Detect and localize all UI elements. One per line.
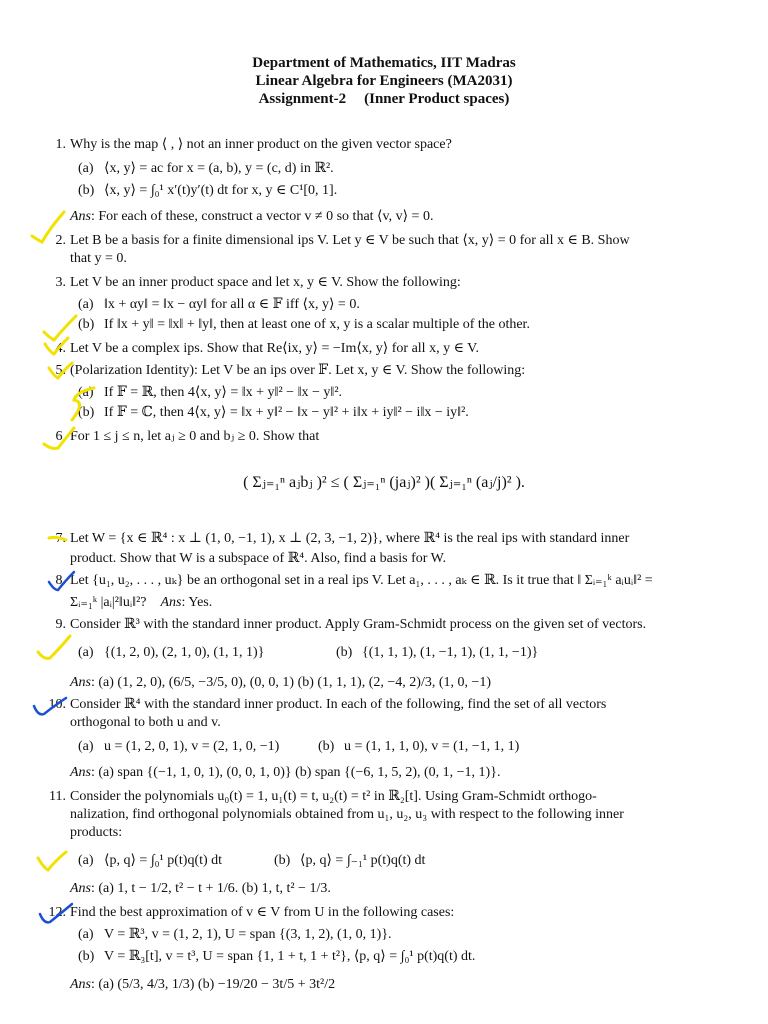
q10-part-a: (a) u = (1, 2, 0, 1), v = (2, 1, 0, −1) bbox=[78, 739, 280, 754]
q9-part-b: (b) {(1, 1, 1), (1, −1, 1), (1, 1, −1)} bbox=[336, 645, 539, 660]
yellow-check-mark-icon bbox=[42, 334, 72, 358]
assignment-page: Department of Mathematics, IIT Madras Linear Algebra for Engineers (MA2031) Assignment-2 (Inner Product spaces) 1. Why is the map ⟨ , ⟩ not an inner product on the given vector space? (a) ⟨x, y⟩ = ac for x = (a, b), y = (c, d) in ℝ². (b) ⟨x, y⟩ = ∫₀¹ x′(t)y′(t) dt for x, y ∈ C¹[0, 1]. Ans: For each of these, construct a vector v ≠ 0 so that ⟨v, v⟩ = 0. 2. Let B be a basis for a finite dimensional ips V. Let y ∈ V be such that ⟨x, y⟩ = 0 for all x ∈ B. Show that y = 0. 3. Let V be an inner product space and let x, y ∈ V. Show the following: (a) ‖x + αy‖ = ‖x − αy‖ for all α ∈ 𝔽 iff ⟨x, y⟩ = 0. (b) If ‖x + y‖ = ‖x‖ + ‖y‖, then at least one of x, y is a scalar multiple of the other. 4. Let V be a complex ips. Show that Re⟨ix, y⟩ = −Im⟨x, y⟩ for all x, y ∈ V. 5. (Polarization Identity): Let V be an ips over 𝔽. Let x, y ∈ V. Show the following: (a) If 𝔽 = ℝ, then 4⟨x, y⟩ = ‖x + y‖² − ‖x − y‖². (b) If 𝔽 = ℂ, then 4⟨x, y⟩ = ‖x + y‖² − ‖x − y‖² + i‖x + iy‖² − i‖x − iy‖². 6. For 1 ≤ j ≤ n, let aⱼ ≥ 0 and bⱼ ≥ 0. Show that ( Σⱼ₌₁ⁿ aⱼbⱼ )² ≤ ( Σⱼ₌₁ⁿ (jaⱼ)² )( Σⱼ₌₁ⁿ (aⱼ/j)² ). 7. Let W = {x ∈ ℝ⁴ : x ⊥ (1, 0, −1, 1), x ⊥ (2, 3, −1, 2)}, where ℝ⁴ is the real ips with standard inner product. Show that W is a subspace of ℝ⁴. Also, find a basis for W. 8. Let {u₁, u₂, . . . , uₖ} be an orthogonal set in a real ips V. Let a₁, . . . , aₖ ∈ ℝ. Is it true that ‖ Σᵢ₌₁ᵏ aᵢuᵢ‖² = Σᵢ₌₁ᵏ |aᵢ|²‖uᵢ‖²? Ans: Yes. 9. Consider ℝ³ with the standard inner product. Apply Gram-Schmidt process on the given set of vectors. (a) {(1, 2, 0), (2, 1, 0), (1, 1, 1)} (b) {(1, 1, 1), (1, −1, 1), (1, 1, −1)} Ans: (a) (1, 2, 0), (6/5, −3/5, 0), (0, 0, 1) (b) (1, 1, 1), (2, −4, 2)/3, (1, 0, −1) 10. Consider ℝ⁴ with the standard inner product. In each of the following, find the set of all vectors orthogonal to both u and v. (a) u = (1, 2, 0, 1), v = (2, 1, 0, −1) (b) u = (1, 1, 1, 0), v = (1, −1, 1, 1) Ans: (a) span {(−1, 1, 0, 1), (0, 0, 1, 0)} (b) span {(−6, 1, 5, 2), (0, 1, −1, 1)}. 11. Consider the polynomials u₀(t) = 1, u₁(t) = t, u₂(t) = t² in ℝ₂[t]. Using Gram-Schmidt orthogo- nalization, find orthogonal polynomials obtained from u₁, u₂, u₃ with respect to the following inner products: (a) ⟨p, q⟩ = ∫₀¹ p(t)q(t) dt (b) ⟨p, q⟩ = ∫₋₁¹ p(t)q(t) dt Ans: (a) 1, t − 1/2, t² − t + 1/6. (b) 1, t, t² − 1/3. 12. Find the best approximation of v ∈ V from U in the following cases: (a) V = ℝ³, v = (1, 2, 1), U = span {(3, 1, 2), (1, 0, 1)}. (b) V = ℝ₃[t], v = t³, U = span {1, 1 + t, 1 + t²}, ⟨p, q⟩ = ∫₀¹ p(t)q(t) dt. Ans: (a) (5/3, 4/3, 1/3) (b) −19/20 − 3t/5 + 3t²/2 bbox=[0, 0, 768, 1024]
yellow-check-mark-icon bbox=[34, 630, 74, 664]
yellow-bracket-mark-icon bbox=[64, 384, 104, 424]
q1-part-a: (a) ⟨x, y⟩ = ac for x = (a, b), y = (c, d) in ℝ². bbox=[78, 161, 334, 176]
q9-answer: Ans: (a) (1, 2, 0), (6/5, −3/5, 0), (0, 0, 1) (b) (1, 1, 1), (2, −4, 2)/3, (1, 0, −1) bbox=[70, 675, 492, 690]
department-title: Department of Mathematics, IIT Madras bbox=[252, 55, 516, 71]
q1-part-b: (b) ⟨x, y⟩ = ∫₀¹ x′(t)y′(t) dt for x, y ∈ C¹[0, 1]. bbox=[78, 183, 338, 198]
page-header bbox=[0, 54, 768, 108]
assignment-topic: (Inner Product spaces) bbox=[364, 91, 510, 107]
assignment-title bbox=[0, 90, 768, 108]
q3-part-b: (b) If ‖x + y‖ = ‖x‖ + ‖y‖, then at least one of x, y is a scalar multiple of the other. bbox=[78, 317, 530, 332]
q1-answer: Ans: For each of these, construct a vector v ≠ 0 so that ⟨v, v⟩ = 0. bbox=[70, 209, 434, 224]
q11-answer: Ans: (a) 1, t − 1/2, t² − t + 1/6. (b) 1, t, t² − 1/3. bbox=[70, 881, 331, 896]
question-text: Why is the map ⟨ , ⟩ not an inner product on the given vector space? bbox=[70, 137, 452, 152]
cauchy-schwarz-formula: ( Σⱼ₌₁ⁿ aⱼbⱼ )² ≤ ( Σⱼ₌₁ⁿ (jaⱼ)² )( Σⱼ₌₁ⁿ (aⱼ/j)² ). bbox=[243, 474, 525, 491]
q3-part-a: (a) ‖x + αy‖ = ‖x − αy‖ for all α ∈ 𝔽 iff ⟨x, y⟩ = 0. bbox=[78, 297, 360, 312]
yellow-check-mark-icon bbox=[40, 424, 80, 454]
blue-check-mark-icon bbox=[46, 568, 76, 594]
yellow-check-mark-icon bbox=[34, 846, 70, 876]
course-title: Linear Algebra for Engineers (MA2031) bbox=[255, 73, 513, 89]
assignment-number: Assignment-2 bbox=[258, 91, 347, 107]
q12-part-a: (a) V = ℝ³, v = (1, 2, 1), U = span {(3, 1, 2), (1, 0, 1)}. bbox=[78, 927, 392, 942]
q10-answer: Ans: (a) span {(−1, 1, 0, 1), (0, 0, 1, 0)} (b) span {(−6, 1, 5, 2), (0, 1, −1, 1)}. bbox=[70, 765, 501, 780]
q5-part-b: (b) If 𝔽 = ℂ, then 4⟨x, y⟩ = ‖x + y‖² − ‖x − y‖² + i‖x + iy‖² − i‖x − iy‖². bbox=[78, 405, 469, 420]
q5-part-a: (a) If 𝔽 = ℝ, then 4⟨x, y⟩ = ‖x + y‖² − ‖x − y‖². bbox=[78, 385, 343, 400]
yellow-dash-mark-icon bbox=[46, 528, 70, 548]
q12-answer: Ans: (a) (5/3, 4/3, 1/3) (b) −19/20 − 3t/5 + 3t²/2 bbox=[70, 977, 336, 992]
blue-check-mark-icon bbox=[36, 900, 76, 928]
blue-check-mark-icon bbox=[30, 694, 70, 724]
yellow-check-mark-icon bbox=[46, 360, 76, 382]
q11-part-a: (a) ⟨p, q⟩ = ∫₀¹ p(t)q(t) dt bbox=[78, 853, 223, 868]
yellow-check-mark-icon bbox=[28, 206, 68, 246]
q10-part-b: (b) u = (1, 1, 1, 0), v = (1, −1, 1, 1) bbox=[318, 739, 520, 754]
question-number: 1. bbox=[55, 137, 66, 152]
q12-part-b: (b) V = ℝ₃[t], v = t³, U = span {1, 1 + t, 1 + t²}, ⟨p, q⟩ = ∫₀¹ p(t)q(t) dt. bbox=[78, 949, 476, 964]
q9-part-a: (a) {(1, 2, 0), (2, 1, 0), (1, 1, 1)} bbox=[78, 645, 265, 660]
q11-part-b: (b) ⟨p, q⟩ = ∫₋₁¹ p(t)q(t) dt bbox=[274, 853, 426, 868]
